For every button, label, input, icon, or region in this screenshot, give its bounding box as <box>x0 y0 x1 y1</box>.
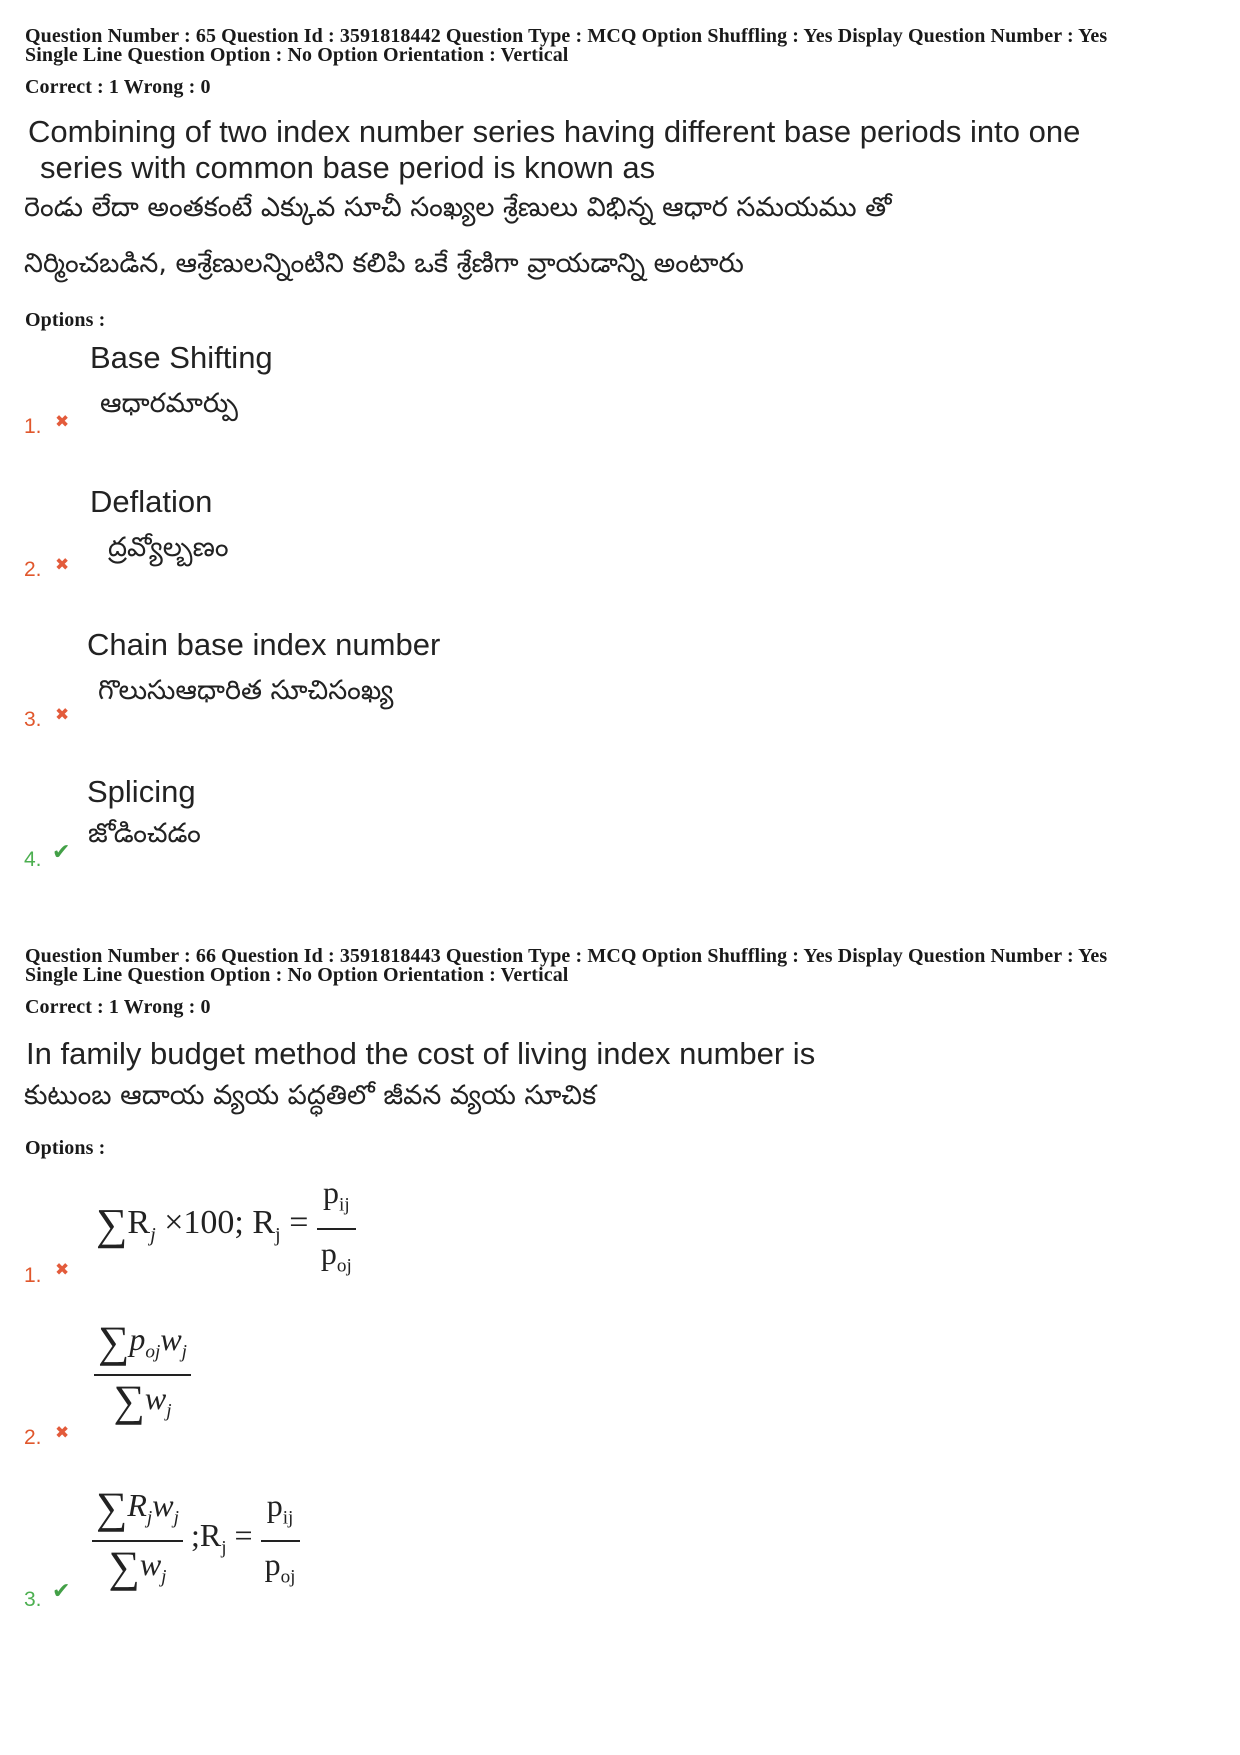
option-3-text-te: గొలుసుఆధారిత సూచిసంఖ్య <box>98 675 394 706</box>
option-4-number: 4. <box>24 848 42 871</box>
option-4-text-en: Splicing <box>87 774 196 809</box>
question-meta-line2: Single Line Question Option : No Option Orientation : Vertical <box>25 44 569 66</box>
option-1-number: 1. <box>24 415 42 438</box>
question-text-te: కుటుంబ ఆదాయ వ్యయ పద్ధతిలో జీవన వ్యయ సూచిక <box>24 1080 597 1111</box>
check-mark-icon: ✔ <box>52 1579 71 1604</box>
question-text-en: In family budget method the cost of living index number is <box>26 1036 816 1071</box>
x-mark-icon: ✖ <box>55 412 70 432</box>
x-mark-icon: ✖ <box>55 1260 70 1280</box>
option-3-formula: $\frac{\sum R_jw_j}{\sum w_j}$ $;R_j$ = $\frac{p_{ij}}{p_{oj}}$ <box>92 1486 300 1597</box>
check-mark-icon: ✔ <box>52 840 71 865</box>
option-1-number: 1. <box>24 1264 42 1287</box>
question-text-en-line2: series with common base period is known as <box>40 150 656 185</box>
options-label: Options : <box>25 309 106 331</box>
option-2-text-en: Deflation <box>90 484 213 519</box>
option-2-number: 2. <box>24 1426 42 1449</box>
question-meta-line1: Question Number : 65 Question Id : 3591818442 Question Type : MCQ Option Shuffling : Yes Display Question Number : Yes <box>25 25 1108 47</box>
x-mark-icon: ✖ <box>55 1423 70 1443</box>
question-text-en-line1: Combining of two index number series having different base periods into one <box>28 114 1081 149</box>
option-1-text-en: Base Shifting <box>90 340 273 375</box>
x-mark-icon: ✖ <box>55 705 70 725</box>
options-label: Options : <box>25 1137 106 1159</box>
option-3-number: 3. <box>24 708 42 731</box>
question-meta-line2: Single Line Question Option : No Option Orientation : Vertical <box>25 964 569 986</box>
option-3-text-en: Chain base index number <box>87 627 441 662</box>
option-3-number: 3. <box>24 1588 42 1611</box>
question-meta-line1: Question Number : 66 Question Id : 3591818443 Question Type : MCQ Option Shuffling : Yes Display Question Number : Yes <box>25 945 1108 967</box>
option-2-number: 2. <box>24 558 42 581</box>
score-line: Correct : 1 Wrong : 0 <box>25 76 211 98</box>
score-line: Correct : 1 Wrong : 0 <box>25 996 211 1018</box>
option-1-text-te: ఆధారమార్పు <box>100 388 238 419</box>
option-4-text-te: జోడించడం <box>88 818 201 849</box>
x-mark-icon: ✖ <box>55 555 70 575</box>
question-text-te-line1: రెండు లేదా అంతకంటే ఎక్కువ సూచీ సంఖ్యల శ్రేణులు విభిన్న ఆధార సమయము తో <box>24 192 892 223</box>
question-text-te-line2: నిర్మించబడిన, ఆశ్రేణులన్నింటిని కలిపి ఒకే శ్రేణిగా వ్రాయడాన్ని అంటారు <box>24 248 744 279</box>
option-1-formula: $\sum R_j \times 100$; $R_j$ = $\frac{p_{ij}}{p_{oj}}$ <box>96 1172 356 1287</box>
option-2-text-te: ద్రవ్యోల్బణం <box>108 532 229 563</box>
option-2-formula: $\frac{\sum p_{oj}w_j}{\sum w_j}$ <box>94 1320 191 1431</box>
